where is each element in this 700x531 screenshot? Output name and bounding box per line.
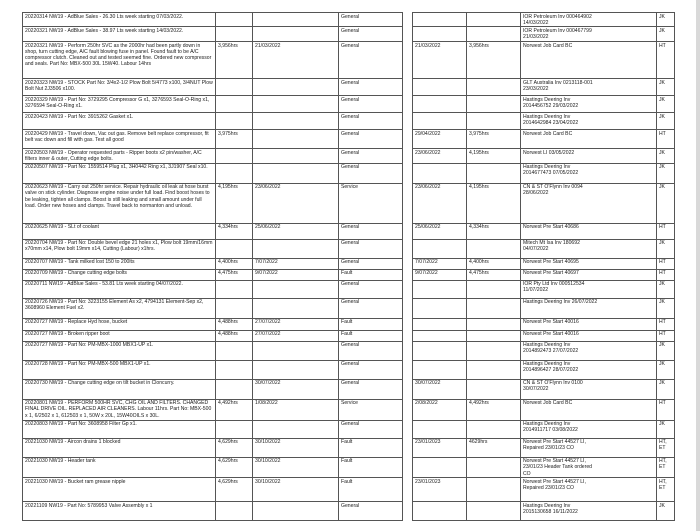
entry-followup-hours [467, 341, 521, 360]
entry-date [253, 341, 339, 360]
entry-date [253, 13, 339, 27]
entry-initials: JK [657, 79, 675, 96]
entry-type: General [339, 163, 403, 183]
entry-initials: HT, ET [657, 478, 675, 502]
entry-description: 20220323 NW19 - STOCK Part No: 3/4x2-1/2 Plow Bolt 5/4773 x100, 3/4NUT Plow Bolt Nut 2J3506 x100. [23, 79, 216, 96]
entry-type: General [339, 113, 403, 130]
entry-type: Fault [339, 438, 403, 457]
entry-initials: JK [657, 13, 675, 27]
table-row [23, 258, 675, 269]
entry-followup-date [413, 163, 467, 183]
entry-followup-date [413, 330, 467, 341]
column-gap [403, 183, 413, 223]
entry-followup-hours [467, 318, 521, 330]
entry-followup-hours [467, 420, 521, 438]
entry-followup-date [413, 420, 467, 438]
entry-hours: 4,629hrs [216, 457, 253, 477]
entry-description: 20220704 NW19 - Part No: Double bevel edge 21 holes x1, Plow bolt 19mm/16mm x70mm x14, Plow bolt 19mm x14, Cutting (Labour) x1hrs. [23, 239, 216, 258]
entry-description: 20220429 NW19 - Travel down, Vac out gas. Remove belt replace compressor, fit belt vac down and fill with gas. Test all good [23, 130, 216, 149]
entry-hours [216, 379, 253, 399]
entry-description: 20220730 NW19 - Change cutting edge on tilt bucket in Cloncurry. [23, 379, 216, 399]
entry-followup-hours [467, 79, 521, 96]
entry-description: 20220728 NW19 - Part No: PM-MBX-500 MBX1-UP x1. [23, 360, 216, 379]
entry-type: Fault [339, 457, 403, 477]
entry-reference: Norwest Pre Start 40016 [521, 318, 657, 330]
service-log-body [23, 13, 675, 521]
entry-date [253, 113, 339, 130]
entry-hours [216, 341, 253, 360]
entry-followup-hours: 4629hrs [467, 438, 521, 457]
entry-hours: 4,475hrs [216, 269, 253, 280]
column-gap [403, 379, 413, 399]
table-row [23, 502, 675, 521]
entry-initials: JK [657, 149, 675, 163]
entry-reference: Hastings Deering Inv 2014642984 23/04/2022 [521, 113, 657, 130]
table-row [23, 113, 675, 130]
entry-date: 21/03/2022 [253, 42, 339, 79]
entry-type: General [339, 27, 403, 42]
entry-hours: 3,975hrs [216, 130, 253, 149]
entry-reference: Norwest LI 03/05/2022 [521, 149, 657, 163]
entry-description: 20220726 NW19 - Part No: 3223155 Element As x2, 4794131 Element-Sep x2, 3608960 Element Fuel x2. [23, 298, 216, 318]
entry-date: 30/07/2022 [253, 379, 339, 399]
table-row [23, 298, 675, 318]
entry-initials: HT [657, 258, 675, 269]
entry-description: 20220329 NW19 - Part No: 3729295 Compressor G x1, 3276593 Seal-O-Ring x1, 3276594 Seal-O-Ring x1. [23, 96, 216, 113]
entry-followup-date: 7/07/2022 [413, 258, 467, 269]
entry-reference: Hastings Deering Inv 2014896427 28/07/2022 [521, 360, 657, 379]
column-gap [403, 502, 413, 521]
entry-hours [216, 239, 253, 258]
entry-followup-hours: 4,475hrs [467, 269, 521, 280]
entry-initials: HT [657, 130, 675, 149]
entry-type: Fault [339, 269, 403, 280]
entry-followup-date [413, 298, 467, 318]
entry-initials: JK [657, 183, 675, 223]
entry-initials: HT [657, 42, 675, 79]
column-gap [403, 269, 413, 280]
entry-date: 7/07/2022 [253, 258, 339, 269]
entry-hours [216, 27, 253, 42]
entry-followup-hours [467, 330, 521, 341]
table-row [23, 223, 675, 239]
table-row [23, 183, 675, 223]
entry-description: 20220803 NW19 - Part No: 3608958 Filter Gp x1. [23, 420, 216, 438]
entry-reference: Hastings Deering Inv 2015130658 16/11/2022 [521, 502, 657, 521]
entry-reference: Hastings Deering Inv 26/07/2022 [521, 298, 657, 318]
entry-reference: CN & ST O'Flynn Inv 0100 30/07/2022 [521, 379, 657, 399]
entry-description: 20221030 NW19 - Header tank [23, 457, 216, 477]
table-row [23, 163, 675, 183]
entry-initials: JK [657, 502, 675, 521]
entry-initials: JK [657, 113, 675, 130]
table-row [23, 96, 675, 113]
entry-hours: 4,629hrs [216, 478, 253, 502]
entry-reference: Mitech Mt Isa Inv 180692 04/07/2022 [521, 239, 657, 258]
entry-reference: Norwest Pre Start 44527 LI, Repaired 23/01/23 CO [521, 478, 657, 502]
entry-date: 23/06/2022 [253, 183, 339, 223]
entry-description: 20221109 NW19 - Part No: 5789953 Valve Assembly x 1 [23, 502, 216, 521]
column-gap [403, 13, 413, 27]
service-log-table [22, 12, 675, 521]
entry-reference: Norwest Pre Start 40697 [521, 269, 657, 280]
column-gap [403, 420, 413, 438]
column-gap [403, 130, 413, 149]
entry-followup-hours [467, 163, 521, 183]
entry-followup-hours [467, 379, 521, 399]
column-gap [403, 149, 413, 163]
entry-reference: Norwest Pre Start 44527 LI, 23/01/23 Header Tank ordered CO [521, 457, 657, 477]
entry-followup-hours [467, 360, 521, 379]
entry-reference: Norwest Job Card BC [521, 399, 657, 420]
entry-initials: HT [657, 269, 675, 280]
entry-description: 20220321 NW19 - Perform 250hr SVC as the 2000hr had been partly down in shop, turn cutting edge, A/C fault blowing fuse in panel. Found fault to be A/C compressor clutch. Cleaned out and tested seemed fine. Ordered new compressor and seals. Part No: MBX-500 30L 15W40. Labour 14hrs [23, 42, 216, 79]
entry-reference: Norwest Pre Start 44527 LI, Repaired 23/01/23 CO [521, 438, 657, 457]
table-row [23, 438, 675, 457]
entry-type: General [339, 379, 403, 399]
entry-type: General [339, 258, 403, 269]
entry-initials: JK [657, 420, 675, 438]
table-row [23, 478, 675, 502]
entry-followup-hours [467, 478, 521, 502]
entry-initials: JK [657, 341, 675, 360]
column-gap [403, 360, 413, 379]
entry-type: General [339, 420, 403, 438]
entry-date [253, 79, 339, 96]
entry-type: General [339, 42, 403, 79]
entry-hours: 4,488hrs [216, 330, 253, 341]
table-row [23, 360, 675, 379]
table-row [23, 399, 675, 420]
column-gap [403, 478, 413, 502]
entry-followup-date: 2/08/2022 [413, 399, 467, 420]
entry-followup-date [413, 280, 467, 298]
entry-initials: JK [657, 27, 675, 42]
entry-initials: HT [657, 399, 675, 420]
entry-description: 20221030 NW19 - Bucket ram grease nipple [23, 478, 216, 502]
entry-reference: IOR Petroleum Inv 000464902 14/03/2022 [521, 13, 657, 27]
entry-reference: GLT Australia Inv 0213118-001 23/03/2022 [521, 79, 657, 96]
entry-type: Fault [339, 478, 403, 502]
entry-followup-hours: 4,492hrs [467, 399, 521, 420]
entry-type: General [339, 96, 403, 113]
entry-hours [216, 113, 253, 130]
entry-date: 27/07/2022 [253, 318, 339, 330]
entry-date: 25/06/2022 [253, 223, 339, 239]
entry-initials: JK [657, 239, 675, 258]
entry-description: 20220727 NW19 - Part No: PM-MBX-1000 MBX1-UP x1. [23, 341, 216, 360]
entry-date: 27/07/2022 [253, 330, 339, 341]
entry-type: Service [339, 183, 403, 223]
entry-description: 20220625 NW19 - SLt of coolant [23, 223, 216, 239]
entry-hours: 4,334hrs [216, 223, 253, 239]
entry-description: 20220707 NW19 - Tank milked lost 150 to 200lts [23, 258, 216, 269]
entry-followup-date: 29/04/2022 [413, 130, 467, 149]
entry-reference: Norwest Pre Start 40686 [521, 223, 657, 239]
table-row [23, 130, 675, 149]
entry-followup-date [413, 27, 467, 42]
column-gap [403, 399, 413, 420]
table-row [23, 318, 675, 330]
entry-reference: CN & ST O'Flynn Inv 0094 28/06/2022 [521, 183, 657, 223]
entry-description: 20220801 NW19 - PERFORM 500HR SVC, CHG OIL AND FILTERS. CHANGED FINAL DRIVE OIL. REPLACED AIR CLEANERS. Labour 11hrs. Part No: MBX-500 x 1, 6/2502 x 1, 612503 x 1, 50W x 20L, 15W40OILS x 30L. [23, 399, 216, 420]
entry-hours: 4,492hrs [216, 399, 253, 420]
entry-description: 20220314 NW19 - AdBlue Sales - 26.30 Lts week starting 07/03/2022. [23, 13, 216, 27]
entry-date [253, 239, 339, 258]
entry-description: 20220507 NW19 - Part No: 1559514 Plug x1, 3H0442 Ring x1, 3J1907 Seal x10. [23, 163, 216, 183]
entry-type: General [339, 130, 403, 149]
entry-initials: HT, ET [657, 438, 675, 457]
entry-type: General [339, 502, 403, 521]
column-gap [403, 96, 413, 113]
entry-followup-date [413, 79, 467, 96]
entry-type: General [339, 280, 403, 298]
table-row [23, 341, 675, 360]
entry-followup-date [413, 360, 467, 379]
entry-description: 20220709 NW19 - Change cutting edge bolts [23, 269, 216, 280]
entry-followup-date: 21/03/2022 [413, 42, 467, 79]
entry-initials: JK [657, 280, 675, 298]
entry-date [253, 280, 339, 298]
entry-hours [216, 79, 253, 96]
entry-hours [216, 280, 253, 298]
entry-description: 20220727 NW19 - Broken ripper boot [23, 330, 216, 341]
entry-initials: HT [657, 223, 675, 239]
table-row [23, 269, 675, 280]
entry-hours [216, 96, 253, 113]
entry-hours [216, 420, 253, 438]
entry-type: Service [339, 399, 403, 420]
entry-hours: 4,195hrs [216, 183, 253, 223]
entry-followup-hours [467, 27, 521, 42]
table-row [23, 239, 675, 258]
entry-date: 30/10/2022 [253, 438, 339, 457]
entry-type: General [339, 239, 403, 258]
column-gap [403, 27, 413, 42]
entry-type: Fault [339, 318, 403, 330]
entry-followup-date: 23/01/2023 [413, 438, 467, 457]
table-row [23, 330, 675, 341]
column-gap [403, 42, 413, 79]
table-row [23, 27, 675, 42]
table-row [23, 79, 675, 96]
entry-followup-hours [467, 280, 521, 298]
entry-followup-date [413, 502, 467, 521]
entry-followup-date: 30/07/2022 [413, 379, 467, 399]
entry-followup-date [413, 13, 467, 27]
column-gap [403, 330, 413, 341]
column-gap [403, 457, 413, 477]
entry-date [253, 298, 339, 318]
column-gap [403, 163, 413, 183]
entry-hours [216, 298, 253, 318]
entry-followup-hours [467, 502, 521, 521]
entry-reference: Norwest Job Card BC [521, 42, 657, 79]
entry-reference: IOR Pty Ltd Inv 000512534 11/07/2022 [521, 280, 657, 298]
entry-followup-date: 23/01/2023 [413, 478, 467, 502]
entry-type: General [339, 223, 403, 239]
entry-type: General [339, 13, 403, 27]
entry-date [253, 27, 339, 42]
entry-followup-hours: 3,975hrs [467, 130, 521, 149]
entry-reference: Hastings Deering Inv 2014456752 29/03/2022 [521, 96, 657, 113]
column-gap [403, 438, 413, 457]
entry-followup-date [413, 239, 467, 258]
column-gap [403, 280, 413, 298]
entry-followup-date: 9/07/2022 [413, 269, 467, 280]
entry-initials: JK [657, 379, 675, 399]
entry-date: 9/07/2022 [253, 269, 339, 280]
entry-description: 20220711 NW19 - AdBlue Sales - 53.81 Lts week starting 04/07/2022. [23, 280, 216, 298]
entry-date [253, 149, 339, 163]
entry-followup-date [413, 318, 467, 330]
column-gap [403, 239, 413, 258]
entry-description: 20220623 NW19 - Carry out 250hr service. Repair hydraulic oil leak at hose burst valve on stick cylinder. Diagnose engine noise under full load. Find boost hoses to be leaking, tighten all clamps. Boost is still leaking and small amount under full load. Order new hoses and clamps. Travel back to normanton and unload. [23, 183, 216, 223]
entry-followup-date [413, 113, 467, 130]
entry-hours: 4,488hrs [216, 318, 253, 330]
entry-followup-hours [467, 96, 521, 113]
column-gap [403, 258, 413, 269]
entry-followup-date [413, 341, 467, 360]
column-gap [403, 223, 413, 239]
entry-type: General [339, 298, 403, 318]
entry-initials: JK [657, 298, 675, 318]
entry-initials: HT, ET [657, 457, 675, 477]
table-row [23, 149, 675, 163]
entry-hours: 3,956hrs [216, 42, 253, 79]
entry-date: 30/10/2022 [253, 457, 339, 477]
entry-reference: Hastings Deering Inv 2014911717 03/08/2022 [521, 420, 657, 438]
page-edge [696, 0, 700, 531]
entry-type: Fault [339, 330, 403, 341]
entry-type: General [339, 341, 403, 360]
entry-reference: IOR Petroleum Inv 000467799 21/03/2022 [521, 27, 657, 42]
column-gap [403, 113, 413, 130]
entry-date [253, 96, 339, 113]
entry-hours: 4,629hrs [216, 438, 253, 457]
table-row [23, 13, 675, 27]
entry-followup-hours [467, 239, 521, 258]
entry-followup-hours: 4,195hrs [467, 149, 521, 163]
entry-type: General [339, 360, 403, 379]
entry-initials: HT [657, 318, 675, 330]
column-gap [403, 298, 413, 318]
entry-date: 1/08/2022 [253, 399, 339, 420]
entry-followup-date: 23/06/2022 [413, 149, 467, 163]
entry-date: 30/10/2022 [253, 478, 339, 502]
entry-date [253, 420, 339, 438]
entry-hours: 4,400hrs [216, 258, 253, 269]
entry-followup-date [413, 457, 467, 477]
entry-reference: Hastings Deering Inv 2014677473 07/05/2022 [521, 163, 657, 183]
entry-followup-hours [467, 298, 521, 318]
table-row [23, 420, 675, 438]
entry-description: 20220423 NW19 - Part No: 3915262 Gasket x1. [23, 113, 216, 130]
entry-initials: JK [657, 360, 675, 379]
table-row [23, 457, 675, 477]
entry-initials: JK [657, 163, 675, 183]
column-gap [403, 341, 413, 360]
entry-followup-hours: 4,195hrs [467, 183, 521, 223]
table-row [23, 42, 675, 79]
entry-followup-hours [467, 457, 521, 477]
entry-hours [216, 13, 253, 27]
entry-hours [216, 149, 253, 163]
column-gap [403, 79, 413, 96]
entry-date [253, 502, 339, 521]
entry-initials: HT [657, 330, 675, 341]
entry-hours [216, 360, 253, 379]
entry-followup-hours: 4,334hrs [467, 223, 521, 239]
entry-followup-date: 23/06/2022 [413, 183, 467, 223]
entry-type: General [339, 149, 403, 163]
entry-date [253, 360, 339, 379]
entry-description: 20221030 NW19 - Aircon drains 1 blocked [23, 438, 216, 457]
entry-description: 20220727 NW19 - Replace Hyd hose, bucket [23, 318, 216, 330]
entry-initials: JK [657, 96, 675, 113]
entry-followup-hours: 4,400hrs [467, 258, 521, 269]
table-row [23, 379, 675, 399]
entry-date [253, 130, 339, 149]
entry-reference: Hastings Deering Inv 2014892473 27/07/2022 [521, 341, 657, 360]
entry-reference: Norwest Pre Start 40695 [521, 258, 657, 269]
entry-hours [216, 502, 253, 521]
entry-followup-hours [467, 113, 521, 130]
entry-followup-hours: 3,956hrs [467, 42, 521, 79]
entry-hours [216, 163, 253, 183]
entry-description: 20220503 NW19 - Operator requested parts - Ripper boots x2 pin/washer, A/C filters inner & outer, Cutting edge bolts. [23, 149, 216, 163]
table-row [23, 280, 675, 298]
entry-followup-hours [467, 13, 521, 27]
column-gap [403, 318, 413, 330]
entry-followup-date: 25/06/2022 [413, 223, 467, 239]
entry-date [253, 163, 339, 183]
entry-reference: Norwest Job Card BC [521, 130, 657, 149]
entry-description: 20220321 NW19 - AdBlue Sales - 38.97 Lts week starting 14/03/2022. [23, 27, 216, 42]
entry-reference: Norwest Pre Start 40016 [521, 330, 657, 341]
entry-followup-date [413, 96, 467, 113]
entry-type: General [339, 79, 403, 96]
